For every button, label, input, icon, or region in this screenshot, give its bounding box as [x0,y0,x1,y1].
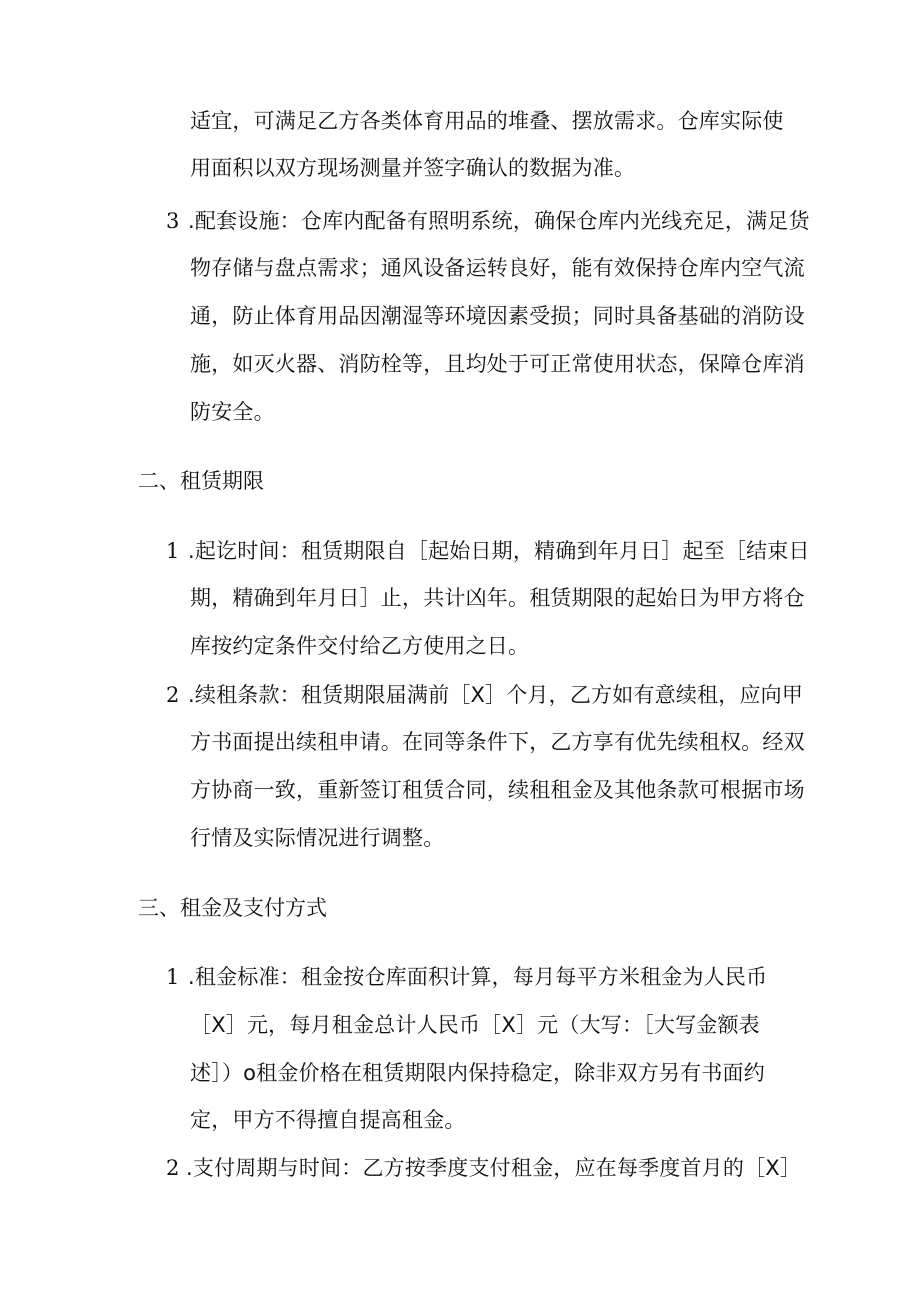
paragraph-line: .配套设施：仓库内配备有照明系统，确保仓库内光线充足，满足货 [188,209,810,233]
paragraph-line: .续租条款：租赁期限届满前［X］个月，乙方如有意续租，应向甲 [188,683,804,707]
list-item-number: 1 [166,539,180,563]
paragraph-line: 述］）o租金价格在租赁期限内保持稳定，除非双方另有书面约 [190,1061,765,1085]
section-heading: 二、租赁期限 [138,469,264,493]
paragraph-line: 防安全。 [190,400,275,424]
paragraph-line: 通，防止体育用品因潮湿等环境因素受损；同时具备基础的消防设 [190,304,805,328]
paragraph-line: 适宜，可满足乙方各类体育用品的堆叠、摆放需求。仓库实际使 [190,109,784,133]
list-item-number: 1 [166,965,180,989]
paragraph-line: 方协商一致，重新签订租赁合同，续租租金及其他条款可根据市场 [190,778,805,802]
paragraph-line: .支付周期与时间：乙方按季度支付租金，应在每季度首月的［X］ [186,1156,802,1180]
paragraph-line: .起讫时间：租赁期限自［起始日期，精确到年月日］起至［结束日 [188,539,810,563]
paragraph-line: 定，甲方不得擅自提高租金。 [190,1108,466,1132]
paragraph-line: 库按约定条件交付给乙方使用之日。 [190,634,530,658]
paragraph-line: 方书面提出续租申请。在同等条件下，乙方享有优先续租权。经双 [190,730,805,754]
section-heading: 三、租金及支付方式 [138,896,327,920]
paragraph-line: .租金标准：租金按仓库面积计算，每月每平方米租金为人民币 [188,965,768,989]
list-item-number: 3 [166,209,180,233]
paragraph-line: 用面积以双方现场测量并签字确认的数据为准。 [190,156,636,180]
paragraph-line: 期，精确到年月日］止，共计凶年。租赁期限的起始日为甲方将仓 [190,586,805,610]
paragraph-line: 施，如灭火器、消防栓等，且均处于可正常使用状态，保障仓库消 [190,352,805,376]
paragraph-line: ［X］元，每月租金总计人民币［X］元（大写：［大写金额表 [190,1013,760,1037]
list-item-number: 2 [166,683,180,707]
list-item-number: 2 [166,1156,180,1180]
paragraph-line: 物存储与盘点需求；通风设备运转良好，能有效保持仓库内空气流 [190,256,805,280]
paragraph-line: 行情及实际情况进行调整。 [190,826,445,850]
